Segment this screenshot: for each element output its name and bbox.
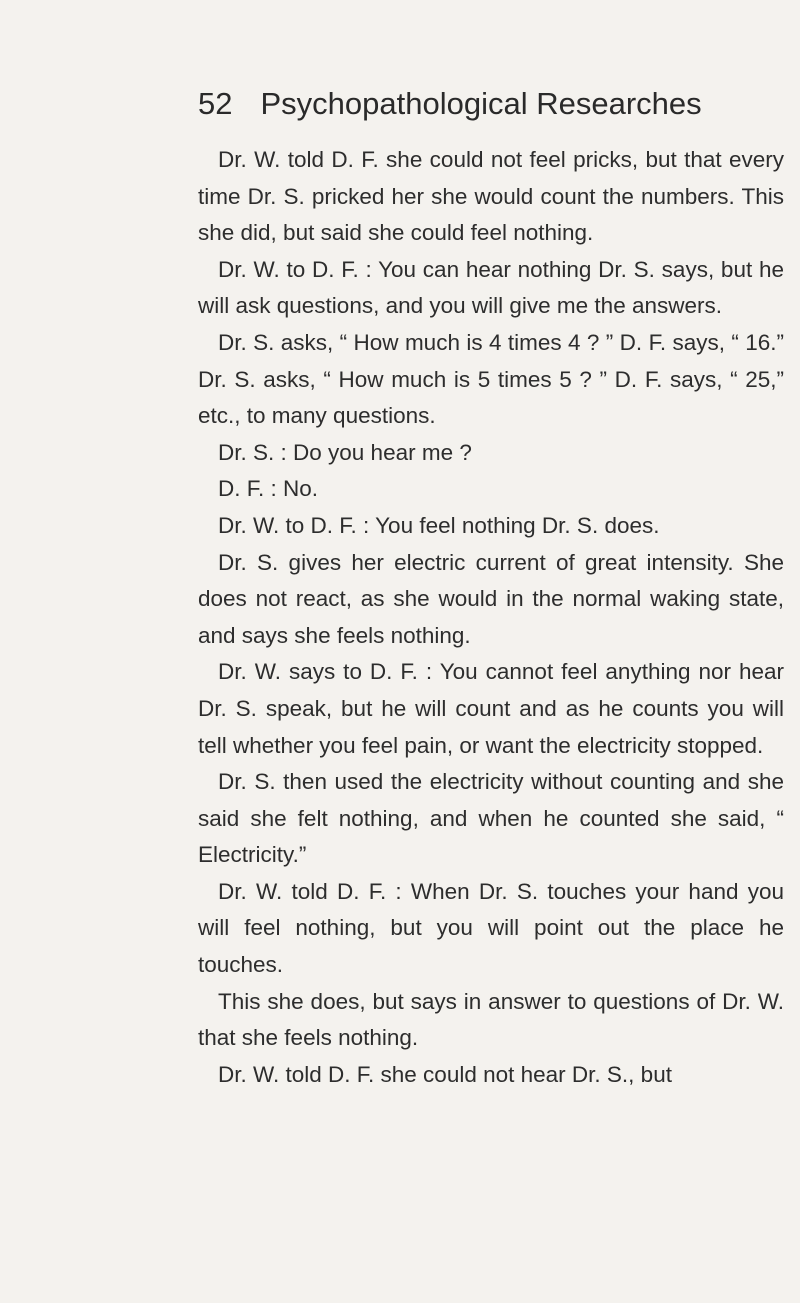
page-number: 52 xyxy=(198,86,233,121)
paragraph: Dr. W. told D. F. : When Dr. S. touches your hand you will feel nothing, but you will point out the place he touches. xyxy=(198,878,784,978)
running-title: Psychopathological Researches xyxy=(260,86,702,121)
paragraph: D. F. : No. xyxy=(218,476,319,502)
running-head xyxy=(198,86,702,130)
paragraph: Dr. W. says to D. F. : You cannot feel anything nor hear Dr. S. speak, but he will count and as he counts you will tell whether you feel pain, or want the electricity stopped. xyxy=(198,659,784,758)
body-text xyxy=(198,142,784,1093)
paragraph: Dr. S. asks, “ How much is 4 times 4 ? ” D. F. says, “ 16.” Dr. S. asks, “ How much is 5 times 5 ? ” D. F. says, “ 25,” etc., to many questions. xyxy=(198,329,784,429)
paragraph: Dr. S. then used the electricity without counting and she said she felt nothing, and when he counted she said, “ Electricity.” xyxy=(198,769,784,868)
paragraph: Dr. S. : Do you hear me ? xyxy=(218,439,472,465)
paragraph: Dr. W. told D. F. she could not hear Dr. S., but xyxy=(218,1061,672,1087)
paragraph: Dr. W. to D. F. : You can hear nothing Dr. S. says, but he will ask questions, and you will give me the answers. xyxy=(198,256,784,319)
paragraph: Dr. W. told D. F. she could not feel pricks, but that every time Dr. S. pricked her she would count the numbers. This she did, but said she could feel nothing. xyxy=(198,147,784,246)
paragraph: Dr. W. to D. F. : You feel nothing Dr. S. does. xyxy=(218,512,660,538)
paragraph: This she does, but says in answer to questions of Dr. W. that she feels nothing. xyxy=(198,988,784,1051)
paragraph: Dr. S. gives her electric current of great intensity. She does not react, as she would in the normal waking state, and says she feels nothing. xyxy=(198,549,784,648)
